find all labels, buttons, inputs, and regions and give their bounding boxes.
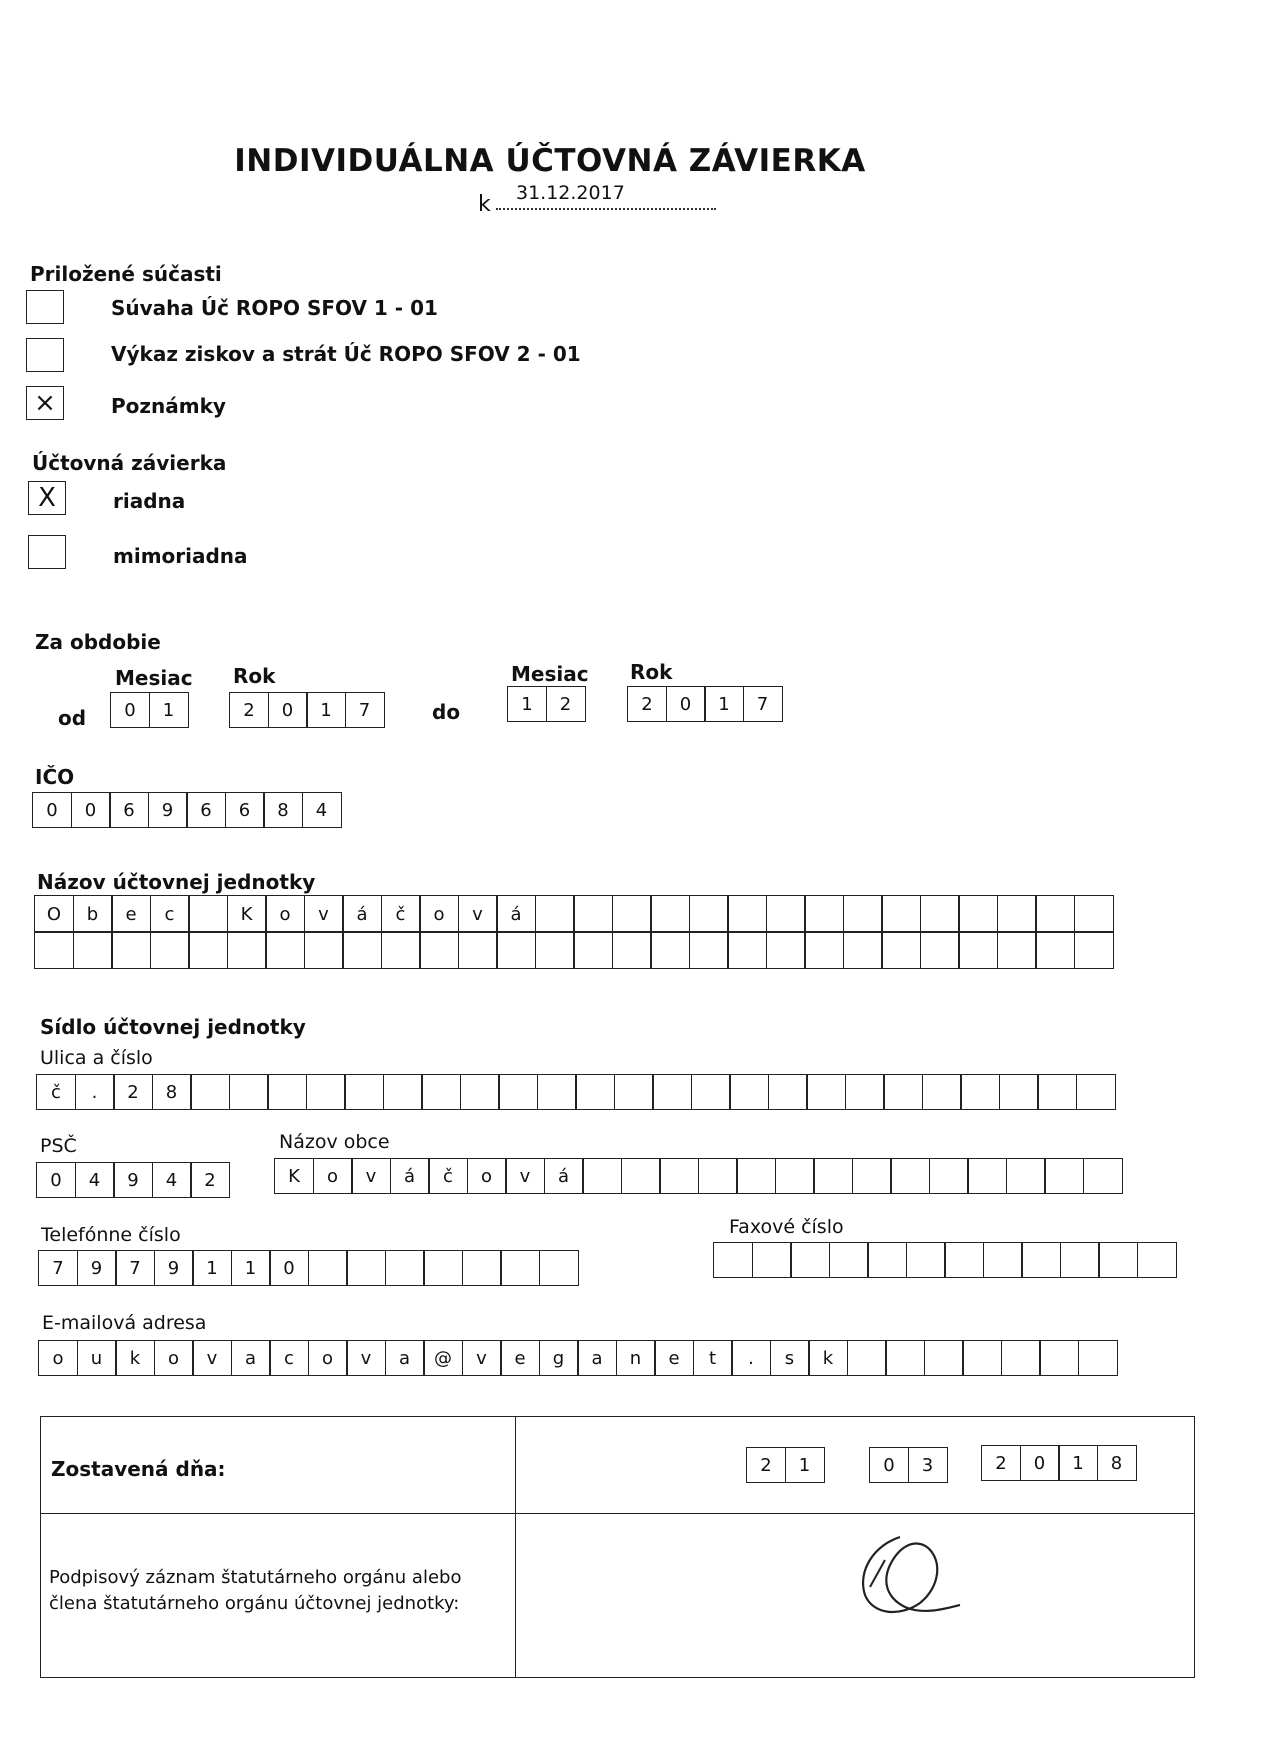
char-cell <box>496 931 536 969</box>
char-cell: v <box>462 1340 502 1376</box>
char-cell: O <box>34 895 74 933</box>
char-cell <box>650 931 690 969</box>
as-of-date <box>478 182 728 217</box>
char-cell <box>766 931 806 969</box>
char-cell <box>652 1074 692 1110</box>
char-cell <box>267 1074 307 1110</box>
char-cell <box>752 1242 792 1278</box>
char-cell <box>1078 1340 1118 1376</box>
char-cell: 7 <box>115 1250 155 1286</box>
char-cell <box>34 931 74 969</box>
char-cell <box>1098 1242 1138 1278</box>
char-cell <box>304 931 344 969</box>
char-cell <box>659 1158 699 1194</box>
char-cell: a <box>577 1340 617 1376</box>
char-cell: o <box>38 1340 78 1376</box>
char-cell: 3 <box>908 1447 948 1483</box>
char-cell <box>885 1340 925 1376</box>
char-cell: e <box>654 1340 694 1376</box>
char-cell: g <box>539 1340 579 1376</box>
checkbox-vykaz[interactable] <box>26 338 64 372</box>
char-cell: 1 <box>785 1447 825 1483</box>
char-cell: 6 <box>186 792 226 828</box>
char-cell: 0 <box>36 1162 76 1198</box>
char-cell: o <box>308 1340 348 1376</box>
char-cell <box>537 1074 577 1110</box>
char-cell <box>847 1340 887 1376</box>
char-cell: 1 <box>231 1250 271 1286</box>
label-mimoriadna: mimoriadna <box>113 544 248 568</box>
phone-field[interactable] <box>38 1250 579 1286</box>
char-cell: 2 <box>746 1447 786 1483</box>
char-cell <box>423 1250 463 1286</box>
char-cell <box>1076 1074 1116 1110</box>
digit-cell: 2 <box>229 692 269 728</box>
ico-label: IČO <box>35 765 75 789</box>
char-cell <box>1060 1242 1100 1278</box>
char-cell: 9 <box>148 792 188 828</box>
char-cell <box>883 1074 923 1110</box>
char-cell <box>920 895 960 933</box>
char-cell: 4 <box>75 1162 115 1198</box>
from-year-label: Rok <box>233 664 276 688</box>
char-cell <box>383 1074 423 1110</box>
char-cell <box>967 1158 1007 1194</box>
char-cell <box>229 1074 269 1110</box>
char-cell <box>582 1158 622 1194</box>
char-cell <box>650 895 690 933</box>
compiled-month-field[interactable] <box>869 1447 948 1483</box>
digit-cell: 2 <box>627 686 667 722</box>
char-cell <box>621 1158 661 1194</box>
char-cell: a <box>231 1340 271 1376</box>
char-cell: n <box>616 1340 656 1376</box>
char-cell <box>612 931 652 969</box>
char-cell <box>829 1242 869 1278</box>
char-cell <box>713 1242 753 1278</box>
digit-cell: 1 <box>704 686 744 722</box>
char-cell: s <box>770 1340 810 1376</box>
street-field[interactable] <box>36 1074 1116 1110</box>
char-cell <box>843 931 883 969</box>
from-year-field[interactable] <box>229 692 385 728</box>
char-cell: 0 <box>32 792 72 828</box>
char-cell: 8 <box>263 792 303 828</box>
fax-label: Faxové číslo <box>729 1216 844 1238</box>
char-cell: 0 <box>269 1250 309 1286</box>
char-cell <box>150 931 190 969</box>
checkbox-mimoriadna[interactable] <box>28 535 66 569</box>
char-cell: k <box>808 1340 848 1376</box>
char-cell <box>1037 1074 1077 1110</box>
char-cell: á <box>390 1158 430 1194</box>
char-cell <box>1137 1242 1177 1278</box>
char-cell: 2 <box>113 1074 153 1110</box>
char-cell <box>775 1158 815 1194</box>
char-cell <box>1083 1158 1123 1194</box>
char-cell: 0 <box>71 792 111 828</box>
digit-cell: 1 <box>507 686 547 722</box>
char-cell: 1 <box>192 1250 232 1286</box>
char-cell: 2 <box>190 1162 230 1198</box>
char-cell: v <box>346 1340 386 1376</box>
digit-cell: 7 <box>345 692 385 728</box>
compiled-label: Zostavená dňa: <box>51 1457 226 1481</box>
char-cell: K <box>227 895 267 933</box>
char-cell <box>727 895 767 933</box>
char-cell <box>1006 1158 1046 1194</box>
from-month-label: Mesiac <box>115 666 193 690</box>
char-cell: u <box>77 1340 117 1376</box>
char-cell: o <box>419 895 459 933</box>
char-cell: k <box>115 1340 155 1376</box>
attached-heading: Priložené súčasti <box>30 262 222 286</box>
char-cell: 4 <box>152 1162 192 1198</box>
checkbox-riadna[interactable]: X <box>28 481 66 515</box>
char-cell <box>727 931 767 969</box>
char-cell: 0 <box>869 1447 909 1483</box>
char-cell: . <box>75 1074 115 1110</box>
char-cell: v <box>458 895 498 933</box>
char-cell <box>535 895 575 933</box>
char-cell <box>342 931 382 969</box>
char-cell <box>1035 931 1075 969</box>
char-cell <box>1035 895 1075 933</box>
char-cell <box>500 1250 540 1286</box>
char-cell <box>381 931 421 969</box>
char-cell <box>960 1074 1000 1110</box>
char-cell: 8 <box>1097 1445 1137 1481</box>
char-cell <box>573 931 613 969</box>
ico-field[interactable] <box>32 792 342 828</box>
char-cell <box>308 1250 348 1286</box>
char-cell: 0 <box>1020 1445 1060 1481</box>
page-title: INDIVIDUÁLNA ÚČTOVNÁ ZÁVIERKA <box>234 143 866 179</box>
char-cell: v <box>192 1340 232 1376</box>
digit-cell: 2 <box>546 686 586 722</box>
label-vykaz: Výkaz ziskov a strát Úč ROPO SFOV 2 - 01 <box>111 342 581 366</box>
char-cell <box>958 895 998 933</box>
to-year-label: Rok <box>630 660 673 684</box>
char-cell <box>924 1340 964 1376</box>
email-label: E-mailová adresa <box>42 1312 207 1334</box>
char-cell: 6 <box>225 792 265 828</box>
char-cell <box>691 1074 731 1110</box>
char-cell: e <box>111 895 151 933</box>
char-cell <box>958 931 998 969</box>
city-field[interactable] <box>274 1158 1123 1194</box>
to-year-field[interactable] <box>627 686 783 722</box>
signature-label <box>49 1565 461 1617</box>
char-cell <box>73 931 113 969</box>
char-cell <box>188 931 228 969</box>
table-divider-horizontal <box>41 1513 1194 1514</box>
char-cell: b <box>73 895 113 933</box>
entity-name-label: Názov účtovnej jednotky <box>37 870 316 894</box>
char-cell <box>190 1074 230 1110</box>
char-cell <box>460 1074 500 1110</box>
char-cell: o <box>313 1158 353 1194</box>
digit-cell: 0 <box>666 686 706 722</box>
as-of-prefix: k <box>478 192 491 217</box>
signature-table <box>40 1416 1195 1678</box>
char-cell <box>906 1242 946 1278</box>
char-cell <box>612 895 652 933</box>
char-cell <box>1074 895 1114 933</box>
char-cell <box>498 1074 538 1110</box>
label-riadna: riadna <box>113 489 186 513</box>
char-cell: a <box>385 1340 425 1376</box>
char-cell: 9 <box>154 1250 194 1286</box>
city-label: Názov obce <box>279 1131 390 1153</box>
signature-label-line2: člena štatutárneho orgánu účtovnej jednotky: <box>49 1593 460 1614</box>
digit-cell: 0 <box>110 692 150 728</box>
char-cell <box>920 931 960 969</box>
char-cell <box>881 895 921 933</box>
char-cell <box>736 1158 776 1194</box>
to-month-label: Mesiac <box>511 662 589 686</box>
period-heading: Za obdobie <box>35 630 161 654</box>
digit-cell: 7 <box>743 686 783 722</box>
compiled-day-field[interactable] <box>746 1447 825 1483</box>
checkbox-poznamky[interactable]: × <box>26 386 64 420</box>
char-cell <box>983 1242 1023 1278</box>
char-cell: á <box>342 895 382 933</box>
char-cell: o <box>265 895 305 933</box>
char-cell <box>804 931 844 969</box>
char-cell <box>944 1242 984 1278</box>
char-cell <box>804 895 844 933</box>
from-label: od <box>58 706 87 730</box>
fax-field[interactable] <box>713 1242 1177 1278</box>
char-cell <box>689 895 729 933</box>
char-cell <box>698 1158 738 1194</box>
char-cell: @ <box>423 1340 463 1376</box>
label-suvaha: Súvaha Úč ROPO SFOV 1 - 01 <box>111 296 438 320</box>
char-cell <box>845 1074 885 1110</box>
psc-label: PSČ <box>40 1135 77 1157</box>
char-cell <box>852 1158 892 1194</box>
compiled-year-field[interactable] <box>981 1445 1137 1481</box>
char-cell: 4 <box>302 792 342 828</box>
char-cell: c <box>150 895 190 933</box>
char-cell <box>813 1158 853 1194</box>
char-cell: 9 <box>113 1162 153 1198</box>
char-cell <box>689 931 729 969</box>
char-cell: č <box>36 1074 76 1110</box>
char-cell <box>790 1242 830 1278</box>
entity-name-row1[interactable] <box>34 895 1114 933</box>
char-cell <box>997 895 1037 933</box>
char-cell <box>306 1074 346 1110</box>
char-cell <box>535 931 575 969</box>
from-month-field[interactable] <box>110 692 189 728</box>
table-divider-vertical <box>515 1417 516 1677</box>
char-cell <box>729 1074 769 1110</box>
char-cell: v <box>304 895 344 933</box>
char-cell <box>1021 1242 1061 1278</box>
closure-heading: Účtovná závierka <box>32 451 227 475</box>
char-cell <box>843 895 883 933</box>
char-cell <box>344 1074 384 1110</box>
char-cell <box>881 931 921 969</box>
char-cell <box>1001 1340 1041 1376</box>
address-heading: Sídlo účtovnej jednotky <box>40 1015 306 1039</box>
char-cell: 9 <box>77 1250 117 1286</box>
char-cell: 8 <box>152 1074 192 1110</box>
char-cell: á <box>496 895 536 933</box>
char-cell: á <box>544 1158 584 1194</box>
char-cell: 1 <box>1058 1445 1098 1481</box>
char-cell <box>922 1074 962 1110</box>
char-cell <box>539 1250 579 1286</box>
char-cell: 2 <box>981 1445 1021 1481</box>
char-cell: o <box>467 1158 507 1194</box>
char-cell: o <box>154 1340 194 1376</box>
char-cell: v <box>505 1158 545 1194</box>
char-cell <box>1039 1340 1079 1376</box>
char-cell <box>962 1340 1002 1376</box>
char-cell <box>766 895 806 933</box>
char-cell <box>265 931 305 969</box>
char-cell: 7 <box>38 1250 78 1286</box>
to-label: do <box>432 700 461 724</box>
signature-label-line1: Podpisový záznam štatutárneho orgánu alebo <box>49 1567 462 1588</box>
char-cell <box>458 931 498 969</box>
char-cell <box>999 1074 1039 1110</box>
char-cell <box>806 1074 846 1110</box>
char-cell <box>997 931 1037 969</box>
digit-cell: 0 <box>268 692 308 728</box>
char-cell <box>614 1074 654 1110</box>
label-poznamky: Poznámky <box>111 394 226 418</box>
char-cell <box>867 1242 907 1278</box>
char-cell: c <box>269 1340 309 1376</box>
char-cell <box>1044 1158 1084 1194</box>
as-of-date-value[interactable]: 31.12.2017 <box>516 182 625 204</box>
char-cell <box>385 1250 425 1286</box>
char-cell <box>890 1158 930 1194</box>
char-cell <box>768 1074 808 1110</box>
handwritten-signature <box>845 1525 965 1639</box>
char-cell: t <box>693 1340 733 1376</box>
char-cell <box>188 895 228 933</box>
char-cell: . <box>731 1340 771 1376</box>
psc-field[interactable] <box>36 1162 230 1198</box>
char-cell <box>575 1074 615 1110</box>
char-cell: v <box>351 1158 391 1194</box>
char-cell <box>573 895 613 933</box>
char-cell <box>346 1250 386 1286</box>
email-field[interactable] <box>38 1340 1118 1376</box>
char-cell: K <box>274 1158 314 1194</box>
digit-cell: 1 <box>306 692 346 728</box>
phone-label: Telefónne číslo <box>41 1224 181 1246</box>
char-cell <box>1074 931 1114 969</box>
char-cell <box>227 931 267 969</box>
char-cell: č <box>428 1158 468 1194</box>
char-cell <box>462 1250 502 1286</box>
entity-name-row2[interactable] <box>34 931 1114 969</box>
char-cell: č <box>381 895 421 933</box>
char-cell: e <box>500 1340 540 1376</box>
char-cell <box>929 1158 969 1194</box>
to-month-field[interactable] <box>507 686 586 722</box>
digit-cell: 1 <box>149 692 189 728</box>
char-cell <box>421 1074 461 1110</box>
checkbox-suvaha[interactable] <box>26 290 64 324</box>
char-cell <box>419 931 459 969</box>
char-cell: 6 <box>109 792 149 828</box>
char-cell <box>111 931 151 969</box>
street-label: Ulica a číslo <box>40 1047 153 1069</box>
